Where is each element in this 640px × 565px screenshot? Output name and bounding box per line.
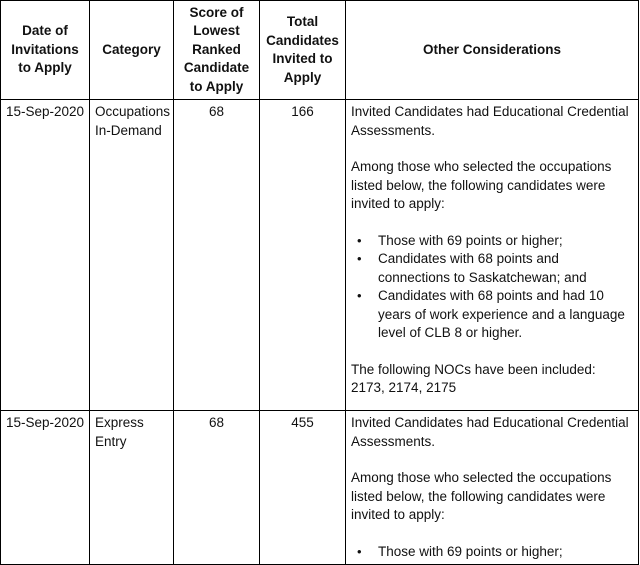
table-row (1, 411, 639, 565)
other-paragraph: Invited Candidates had Educational Credential Assessments. (351, 104, 629, 138)
header-other: Other Considerations (346, 1, 639, 100)
header-row (1, 1, 639, 100)
other-paragraph: The following NOCs have been included: 2173, 2174, 2175 (351, 361, 596, 395)
other-paragraph: Invited Candidates had Educational Credential Assessments. (351, 415, 629, 449)
header-date: Date of Invitations to Apply (1, 1, 90, 100)
cell-score: 68 (174, 100, 260, 411)
header-total: Total Candidates Invited to Apply (260, 1, 346, 100)
cell-other (346, 411, 639, 565)
cell-category: Occupations In-Demand (90, 100, 174, 411)
cell-other (346, 100, 639, 411)
cell-date: 15-Sep-2020 (1, 411, 90, 565)
bullet-list (351, 232, 633, 343)
cell-total: 455 (260, 411, 346, 565)
bullet-item: • Those with 69 points or higher; (378, 543, 633, 562)
bullet-item: • Candidates with 68 points and connections to Saskatchewan; and (378, 250, 633, 287)
cell-score: 68 (174, 411, 260, 565)
cell-date: 15-Sep-2020 (1, 100, 90, 411)
cell-category: Express Entry (90, 411, 174, 565)
header-score: Score of Lowest Ranked Candidate to Apply (174, 1, 260, 100)
bullet-item: • Those with 69 points or higher; (378, 232, 633, 251)
table-row (1, 100, 639, 411)
other-paragraph: Among those who selected the occupations listed below, the following candidates were invited to apply: (351, 159, 612, 211)
bullet-item: • Candidates with 68 points and had 10 years of work experience and a language level of CLB 8 or higher. (378, 287, 633, 343)
cell-total: 166 (260, 100, 346, 411)
bullet-list (351, 543, 633, 562)
other-paragraph: Among those who selected the occupations listed below, the following candidates were invited to apply: (351, 470, 612, 522)
header-category: Category (90, 1, 174, 100)
